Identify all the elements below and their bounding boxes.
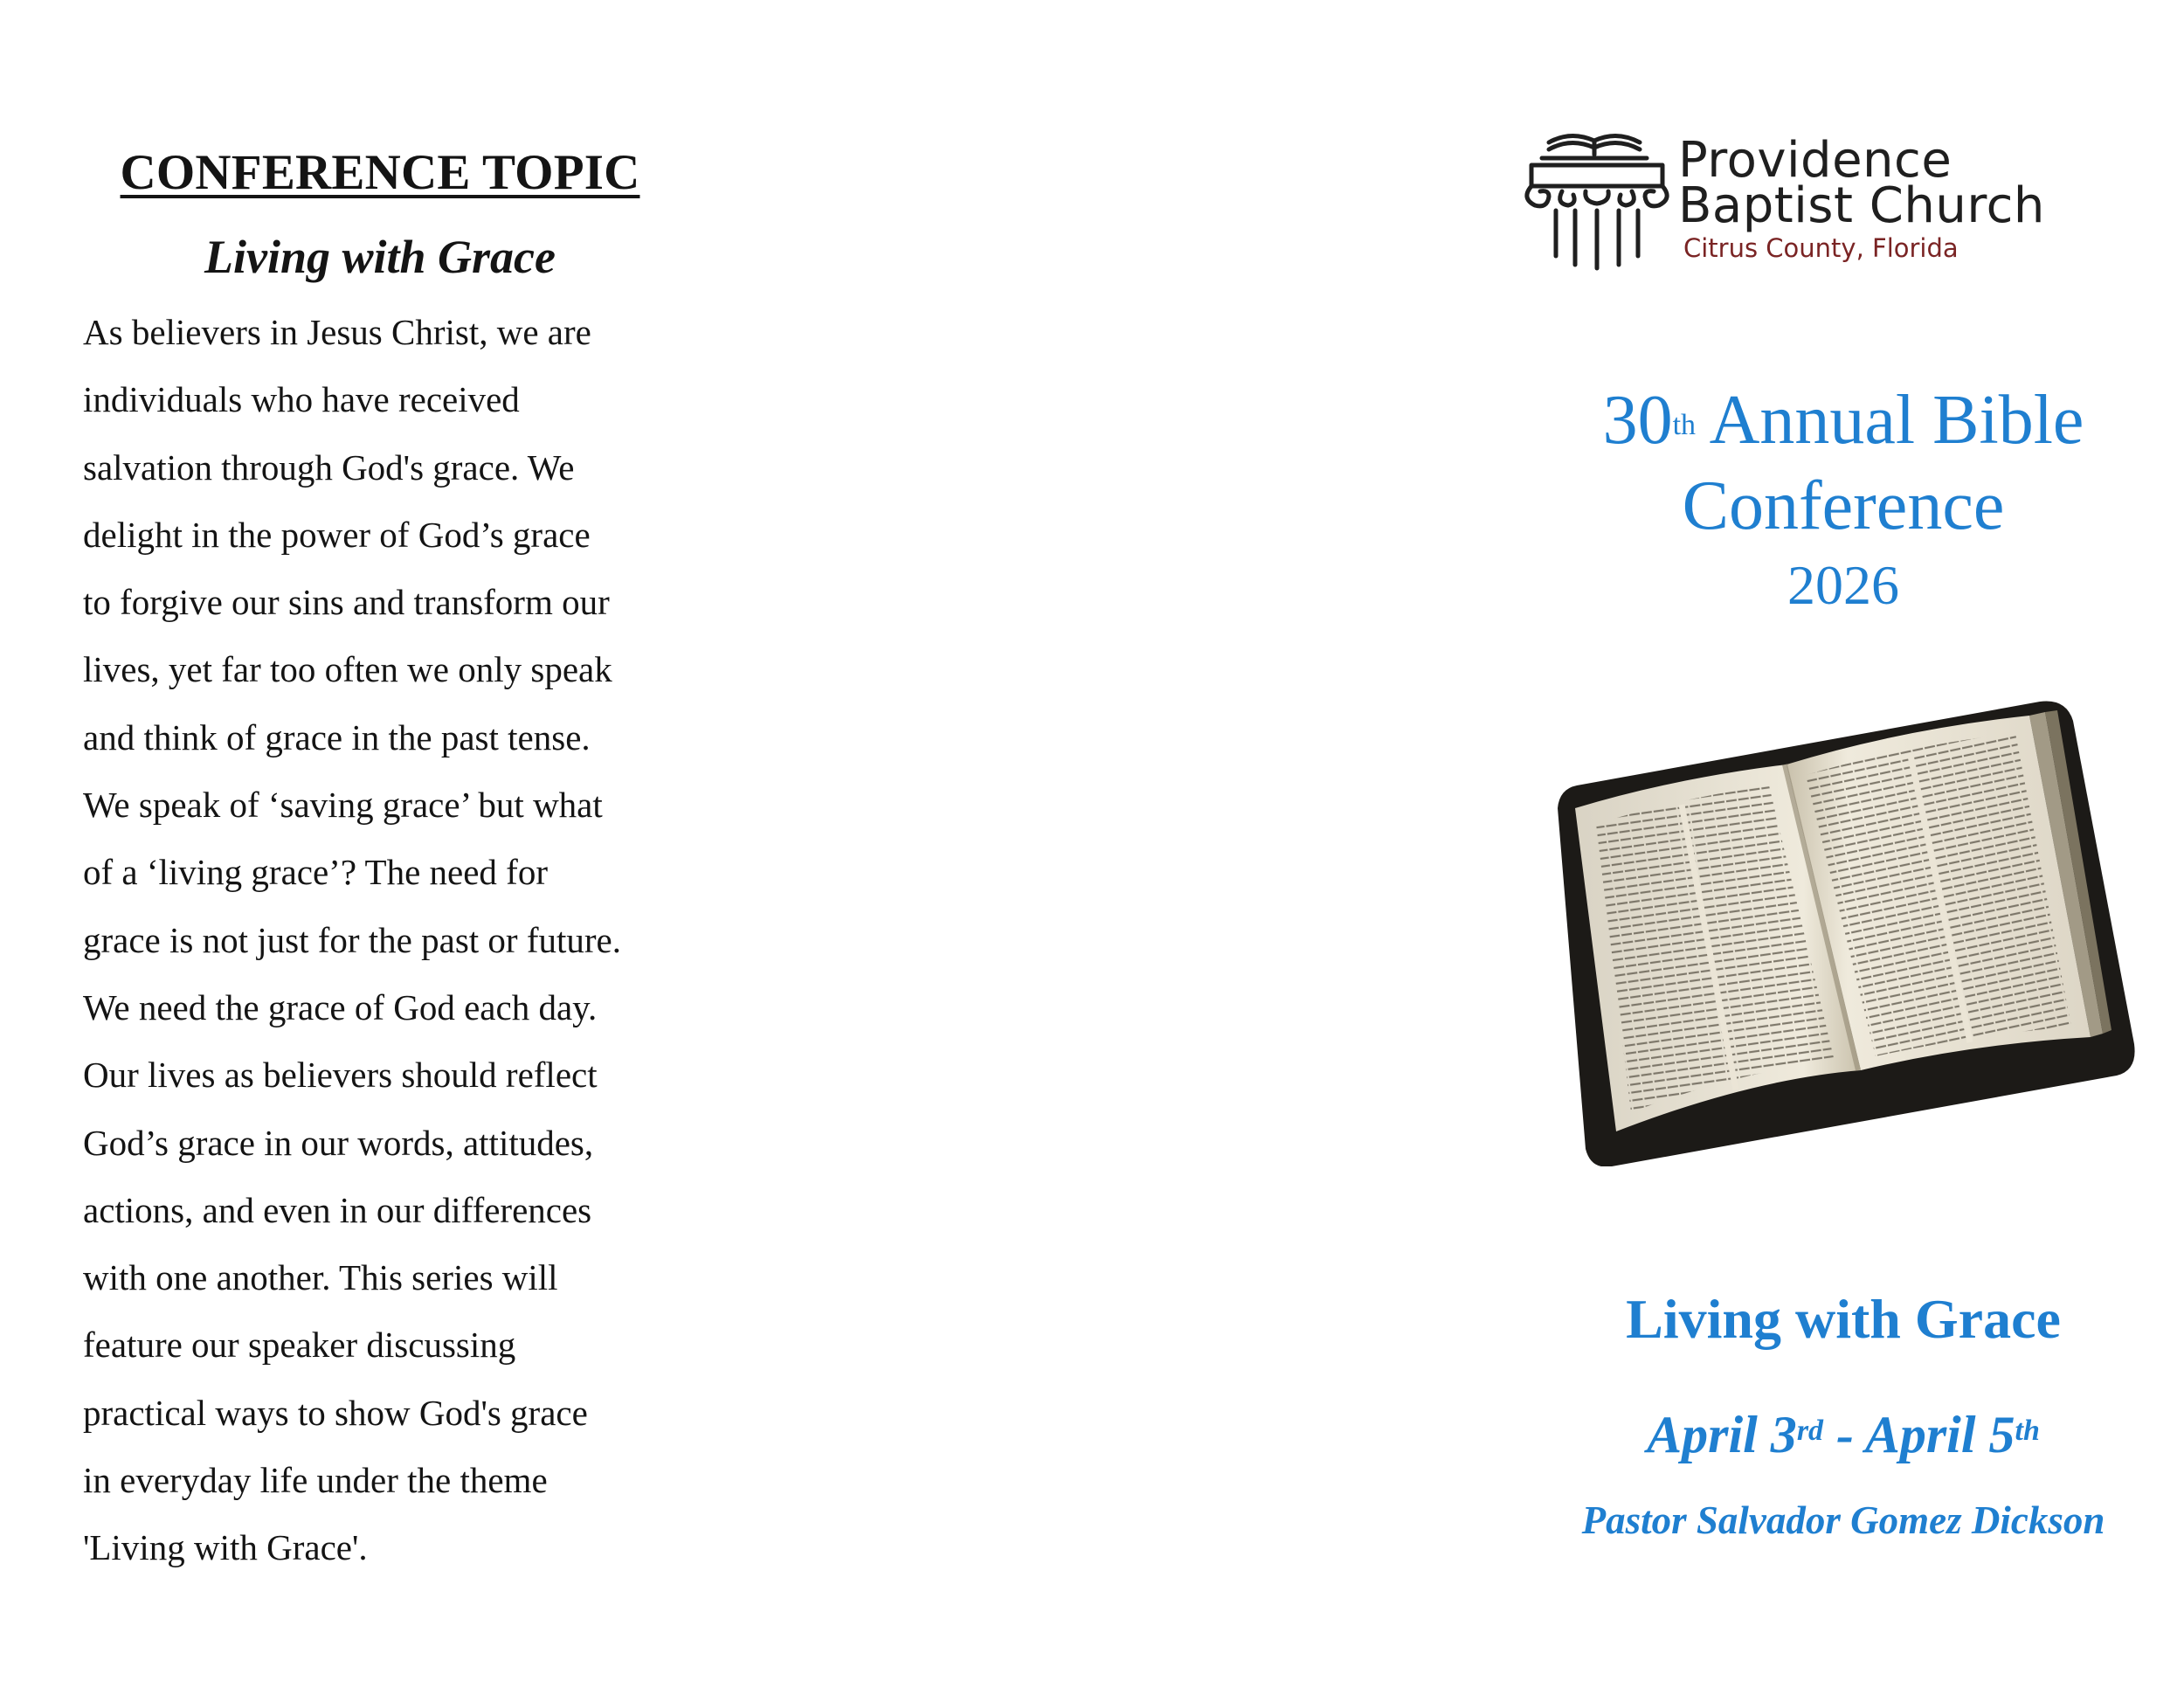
body-line: God’s grace in our words, attitudes, <box>83 1122 594 1163</box>
open-bible-icon <box>1551 695 2136 1166</box>
church-logo <box>1523 125 2082 273</box>
church-location: Citrus County, Florida <box>1683 233 1959 263</box>
body-line: delight in the power of God’s grace <box>83 514 591 555</box>
body-line: grace is not just for the past or future. <box>83 919 621 960</box>
body-line: salvation through God's grace. We <box>83 446 575 488</box>
body-line: practical ways to show God's grace <box>83 1392 588 1433</box>
bible-column-icon <box>1523 125 1671 273</box>
body-line: to forgive our sins and transform our <box>83 582 610 623</box>
conference-title-rest: Annual Bible <box>1696 382 2084 459</box>
body-line: and think of grace in the past tense. <box>83 716 591 758</box>
conference-ordinal: th <box>1672 409 1697 441</box>
conference-topic-heading: CONFERENCE TOPIC <box>120 145 640 200</box>
conference-dates <box>1485 1398 2184 1471</box>
conference-theme: Living with Grace <box>1626 1288 2061 1350</box>
end-date-ordinal: th <box>2015 1415 2040 1447</box>
conference-topic-body <box>83 299 677 1582</box>
body-line: As believers in Jesus Christ, we are <box>83 312 591 352</box>
date-separator: - <box>1823 1406 1865 1463</box>
church-name-line2: Baptist Church <box>1678 177 2045 234</box>
body-line: actions, and even in our differences <box>83 1189 592 1230</box>
body-line: lives, yet far too often we only speak <box>83 649 612 690</box>
conference-year: 2026 <box>1787 554 1899 616</box>
body-line: feature our speaker discussing <box>83 1325 516 1366</box>
conference-title <box>1485 377 2184 622</box>
conference-topic-subtitle: Living with Grace <box>204 231 556 283</box>
body-line: with one another. This series will <box>83 1257 558 1298</box>
conference-number: 30 <box>1602 382 1673 459</box>
start-date-ordinal: rd <box>1796 1415 1824 1447</box>
speaker-name: Pastor Salvador Gomez Dickson <box>1581 1498 2105 1542</box>
body-line: We speak of ‘saving grace’ but what <box>83 785 603 826</box>
body-line: We need the grace of God each day. <box>83 986 598 1027</box>
church-name-line1: Providence <box>1678 132 1952 189</box>
end-date: April 5 <box>1864 1406 2015 1463</box>
body-line: Our lives as believers should reflect <box>83 1055 598 1096</box>
start-date: April 3 <box>1647 1406 1797 1463</box>
body-line: of a ‘living grace’? The need for <box>83 852 548 893</box>
body-line: 'Living with Grace'. <box>83 1527 368 1568</box>
conference-title-line1 <box>1485 377 2184 463</box>
conference-title-line2: Conference <box>1682 467 2005 544</box>
body-line: individuals who have received <box>83 379 520 420</box>
body-line: in everyday life under the theme <box>83 1460 548 1501</box>
conference-topic-panel <box>83 131 677 1582</box>
